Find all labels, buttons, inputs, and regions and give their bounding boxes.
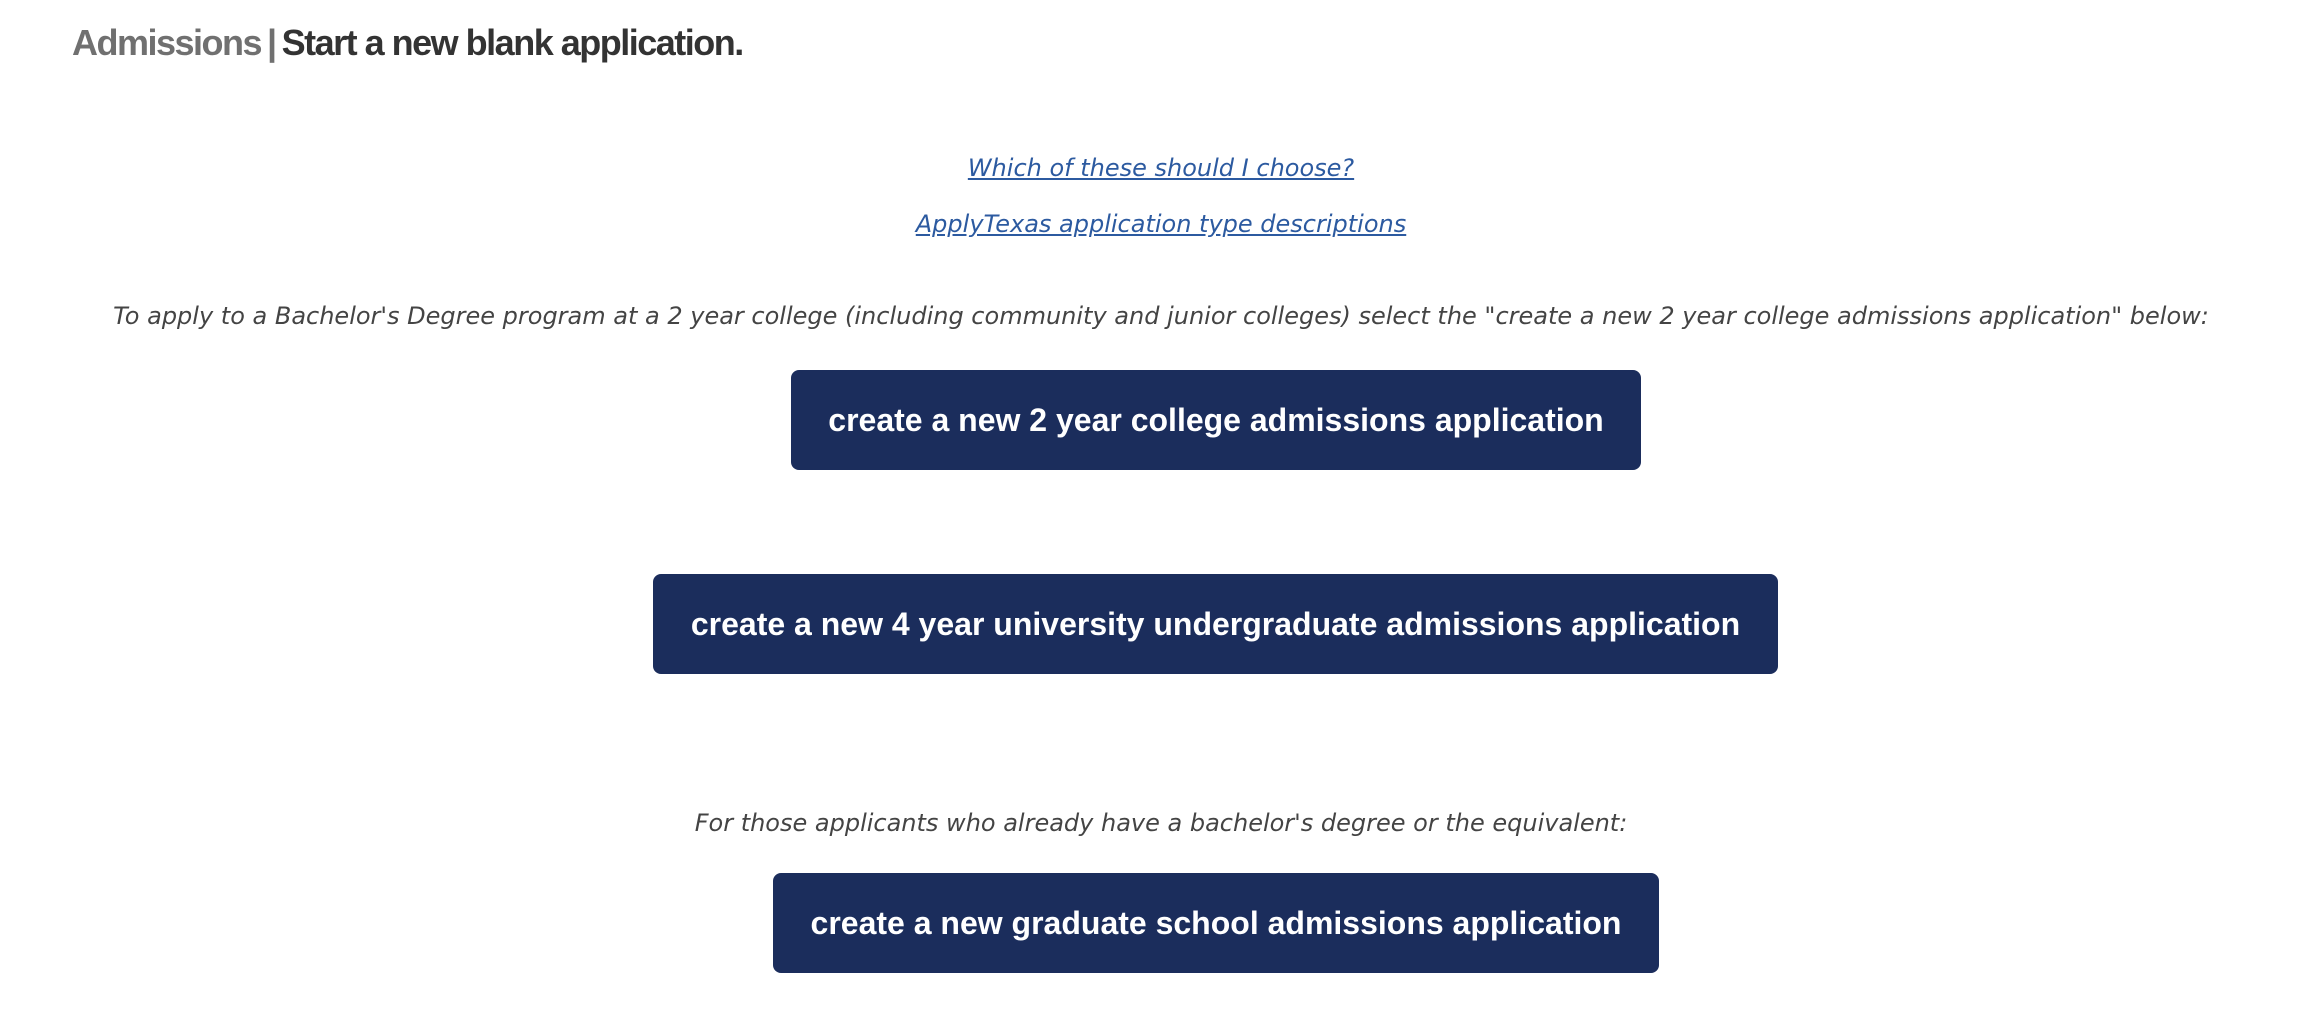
header-separator: |: [267, 22, 276, 63]
type-descriptions-link-row: [0, 207, 2322, 241]
create-four-year-application-button[interactable]: create a new 4 year university undergraduate admissions application: [653, 574, 1778, 674]
two-year-instruction: To apply to a Bachelor's Degree program at a 2 year college (including community and junior colleges) select the "create a new 2 year college admissions application" below:: [113, 302, 2209, 330]
which-to-choose-link-row: [0, 151, 2322, 185]
page-title: Start a new blank application.: [281, 22, 743, 63]
header-section-label: Admissions: [72, 22, 262, 63]
which-to-choose-link[interactable]: Which of these should I choose?: [967, 154, 1355, 182]
create-graduate-application-button[interactable]: create a new graduate school admissions application: [773, 873, 1659, 973]
page-header: [72, 18, 743, 68]
create-two-year-application-button[interactable]: create a new 2 year college admissions application: [791, 370, 1641, 470]
graduate-instruction: For those applicants who already have a bachelor's degree or the equivalent:: [694, 809, 1628, 837]
type-descriptions-link[interactable]: ApplyTexas application type descriptions: [915, 210, 1407, 238]
